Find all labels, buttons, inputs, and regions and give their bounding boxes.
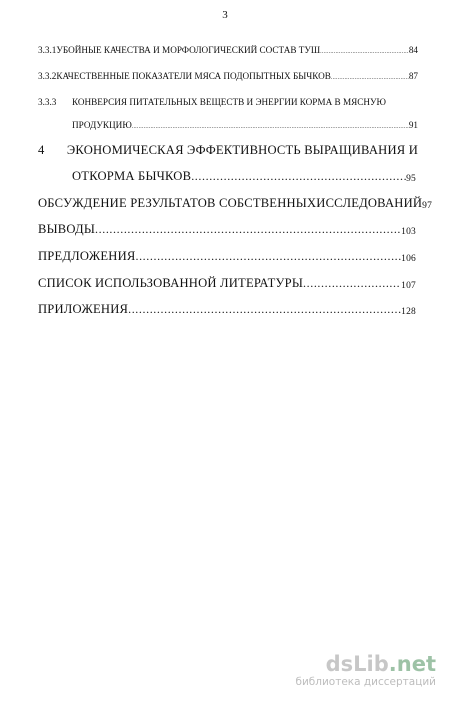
- watermark-logo-accent: .net: [388, 652, 436, 676]
- toc-entry-number: 3.3.3: [38, 97, 57, 107]
- toc-entry-discussion[interactable]: [38, 196, 433, 211]
- toc-entry-title: ЭКОНОМИЧЕСКАЯ ЭФФЕКТИВНОСТЬ ВЫРАЩИВАНИЯ И: [66, 143, 418, 157]
- toc-entry-title: ПРИЛОЖЕНИЯ: [38, 302, 129, 316]
- toc-entry-4-continuation[interactable]: [72, 169, 416, 184]
- watermark-subtitle: библиотека диссертаций: [295, 676, 436, 688]
- toc-entry-title: УБОЙНЫЕ КАЧЕСТВА И МОРФОЛОГИЧЕСКИЙ СОСТАВ ТУШ: [56, 45, 321, 55]
- toc-entry-title: ВЫВОДЫ: [38, 222, 96, 236]
- watermark-logo: [276, 653, 436, 675]
- toc-entry-title-continuation: ОТКОРМА БЫЧКОВ: [72, 169, 192, 183]
- toc-entry-page: 84: [408, 45, 418, 55]
- toc-entry-title: КАЧЕСТВЕННЫЕ ПОКАЗАТЕЛИ МЯСА ПОДОПЫТНЫХ БЫЧКОВ: [56, 71, 331, 81]
- toc-entry-page: 91: [408, 120, 418, 130]
- toc-leader-dots: [95, 222, 401, 237]
- toc-entry-page: 87: [408, 71, 418, 81]
- toc-leader-dots: [191, 169, 406, 184]
- toc-leader-dots: [331, 75, 409, 81]
- toc-entry-title-continuation: ПРОДУКЦИЮ: [72, 120, 132, 130]
- toc-entry-page: 97: [422, 201, 433, 211]
- toc-entry-title: ПРЕДЛОЖЕНИЯ: [38, 249, 136, 263]
- toc-entry-proposals[interactable]: [38, 249, 416, 264]
- toc-entry-title: СПИСОК ИСПОЛЬЗОВАННОЙ ЛИТЕРАТУРЫ: [38, 276, 304, 290]
- toc-entry-3-3-2[interactable]: [38, 71, 418, 81]
- toc-entry-3-3-3-continuation[interactable]: [72, 120, 418, 130]
- toc-entry-page: 106: [401, 254, 416, 264]
- toc-entry-bibliography[interactable]: [38, 276, 416, 291]
- toc-entry-title: ОБСУЖДЕНИЕ РЕЗУЛЬТАТОВ СОБСТВЕННЫХИССЛЕДОВАНИЙ: [38, 196, 423, 210]
- toc-entry-3-3-1[interactable]: [38, 45, 418, 55]
- toc-leader-dots: [320, 49, 409, 55]
- toc-entry-number: 3.3.2: [38, 71, 57, 81]
- toc-leader-dots: [128, 302, 401, 317]
- toc-leader-dots: [135, 249, 401, 264]
- toc-leader-dots: [132, 124, 409, 130]
- toc-entry-number: 3.3.1: [38, 45, 57, 55]
- toc-leader-dots: [303, 276, 401, 291]
- toc-entry-4[interactable]: [38, 143, 418, 158]
- watermark-logo-main: dsLib: [325, 652, 389, 676]
- toc-entry-conclusions[interactable]: [38, 222, 416, 237]
- toc-entry-page: 95: [406, 174, 416, 184]
- toc-entry-appendices[interactable]: [38, 302, 416, 317]
- toc-entry-page: 128: [401, 307, 416, 317]
- page-number: 3: [222, 9, 228, 21]
- toc-entry-3-3-3[interactable]: [38, 97, 418, 107]
- watermark: [276, 653, 436, 689]
- toc-entry-number: 4: [38, 143, 45, 157]
- toc-entry-title: КОНВЕРСИЯ ПИТАТЕЛЬНЫХ ВЕЩЕСТВ И ЭНЕРГИИ КОРМА В МЯСНУЮ: [72, 97, 386, 107]
- toc-entry-page: 103: [401, 227, 416, 237]
- toc-entry-page: 107: [401, 281, 416, 291]
